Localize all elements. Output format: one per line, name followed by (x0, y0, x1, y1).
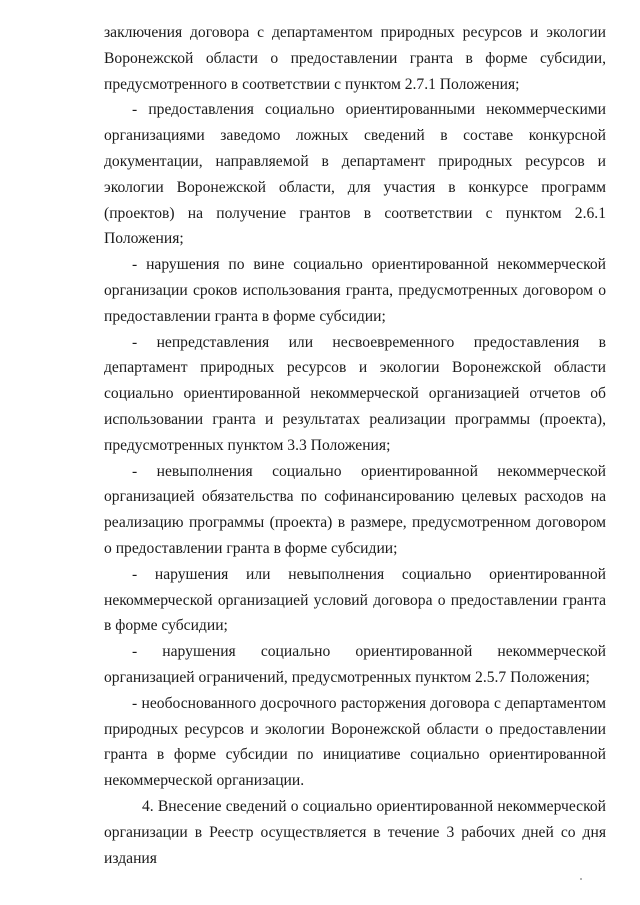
paragraph-item-early-termination: - необоснованного досрочного расторжения договора с департаментом природных ресурсов и экологии Воронежской области о предоставлении гранта в форме субсидии по инициативе социально ориентированной некоммерческой организации. (104, 694, 606, 790)
paragraph-continuation: заключения договора с департаментом природных ресурсов и экологии Воронежской области о предоставлении гранта в форме субсидии, предусмотренного в соответствии с пунктом 2.7.1 Положения; (104, 24, 606, 93)
paragraph-item-contract-terms-violation: - нарушения или невыполнения социально ориентированной некоммерческой организацией условий договора о предоставлении гранта в форме субсидии; (104, 565, 606, 635)
paragraph-section-4: 4. Внесение сведений о социально ориентированной некоммерческой организации в Реестр осуществляется в течение 3 рабочих дней со дня издания (104, 797, 606, 867)
paragraph-item-deadline-violation: - нарушения по вине социально ориентированной некоммерческой организации сроков использования гранта, предусмотренных договором о предоставлении гранта в форме субсидии; (104, 256, 606, 325)
paragraph-item-restrictions-violation: - нарушения социально ориентированной некоммерческой организацией ограничений, предусмотренных пунктом 2.5.7 Положения; (104, 643, 606, 686)
scan-speck (580, 878, 582, 880)
paragraph-item-false-information: - предоставления социально ориентированными некоммерческими организациями заведомо ложных сведений в составе конкурсной документации, направляемой в департамент природных ресурсов и экологии Воронежской области, для участия в конкурсе программ (проектов) на получение грантов в соответствии с пунктом 2.6.1 Положения; (104, 101, 606, 248)
document-body (104, 20, 606, 871)
paragraph-item-cofinancing-failure: - невыполнения социально ориентированной некоммерческой организацией обязательства по софинансированию целевых расходов на реализацию программы (проекта) в размере, предусмотренном договором о предоставлении гранта в форме субсидии; (104, 462, 606, 557)
paragraph-item-reports-not-submitted: - непредставления или несвоевременного предоставления в департамент природных ресурсов и экологии Воронежской области социально ориентированной некоммерческой организацией отчетов об использовании гранта и результатах реализации программы (проекта), предусмотренных пунктом 3.3 Положения; (104, 333, 606, 454)
